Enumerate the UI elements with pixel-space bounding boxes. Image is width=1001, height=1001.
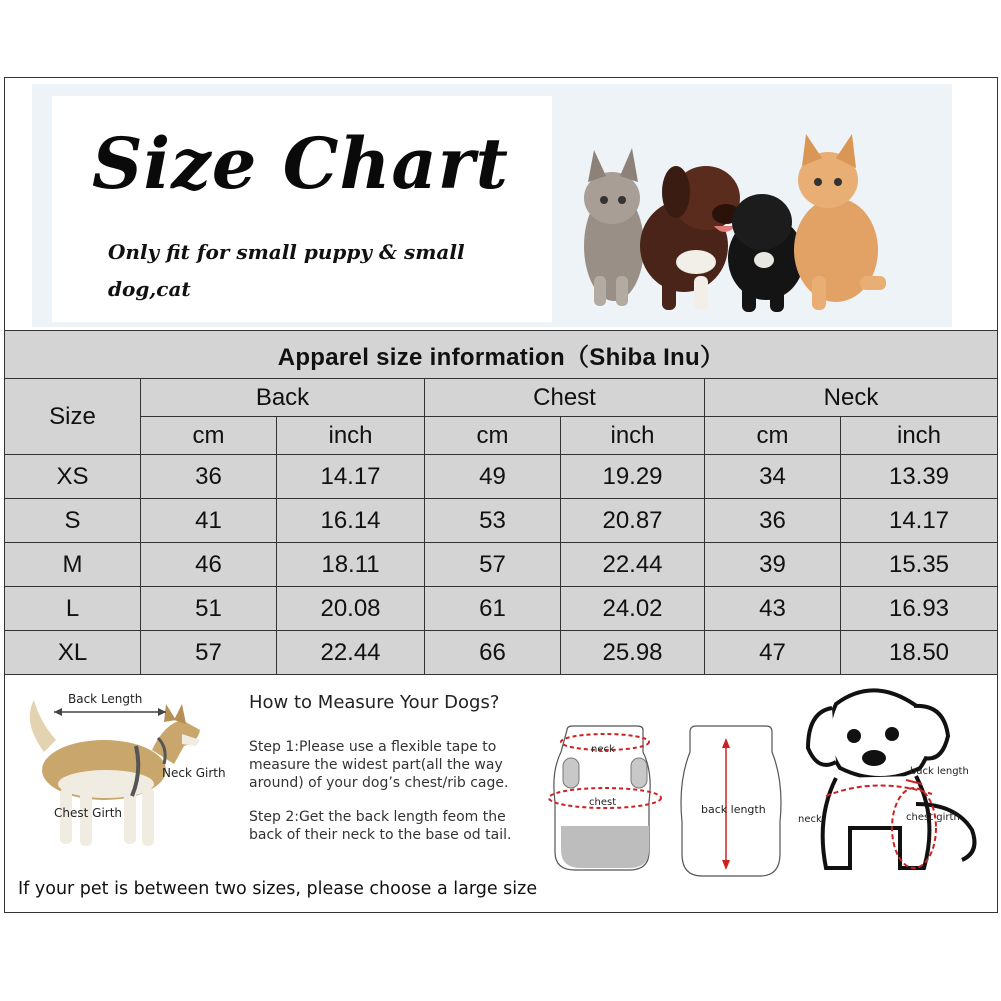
value-cell: 22.44 xyxy=(561,543,705,587)
value-cell: 39 xyxy=(705,543,841,587)
table-row xyxy=(5,543,998,587)
garment-back-diagram xyxy=(676,720,786,884)
value-cell: 15.35 xyxy=(841,543,998,587)
value-cell: 34 xyxy=(705,455,841,499)
sketch-neck-label: neck xyxy=(798,814,822,825)
sketch-chest-girth-label: chest girth xyxy=(906,812,960,823)
value-cell: 57 xyxy=(425,543,561,587)
value-cell: 36 xyxy=(141,455,277,499)
cartoon-dog-sketch xyxy=(796,684,988,896)
unit-header: inch xyxy=(561,417,705,455)
neck-girth-label: Neck Girth xyxy=(162,766,226,780)
black-puppy-image xyxy=(728,194,804,312)
grey-kitten-image xyxy=(584,148,644,306)
chart-title: Size Chart xyxy=(92,122,509,205)
sketch-back-length-label: back length xyxy=(910,766,969,777)
chest-girth-label: Chest Girth xyxy=(54,806,123,820)
size-advice-note: If your pet is between two sizes, please choose a large size xyxy=(18,879,538,899)
unit-header: cm xyxy=(705,417,841,455)
value-cell: 66 xyxy=(425,631,561,675)
value-cell: 57 xyxy=(141,631,277,675)
value-cell: 61 xyxy=(425,587,561,631)
value-cell: 41 xyxy=(141,499,277,543)
value-cell: 16.93 xyxy=(841,587,998,631)
size-cell: L xyxy=(5,587,141,631)
unit-header: cm xyxy=(425,417,561,455)
value-cell: 19.29 xyxy=(561,455,705,499)
value-cell: 20.87 xyxy=(561,499,705,543)
brown-puppy-image xyxy=(640,166,740,310)
size-cell: S xyxy=(5,499,141,543)
table-row xyxy=(5,499,998,543)
garment-back-length-label: back length xyxy=(701,803,766,816)
step-1-text: Step 1:Please use a flexible tape to measure the widest part(all the way around) of your dog’s chest/rib cage. xyxy=(249,739,509,791)
value-cell: 43 xyxy=(705,587,841,631)
value-cell: 18.50 xyxy=(841,631,998,675)
table-row xyxy=(5,587,998,631)
value-cell: 49 xyxy=(425,455,561,499)
value-cell: 47 xyxy=(705,631,841,675)
size-table xyxy=(4,330,998,675)
size-cell: M xyxy=(5,543,141,587)
group-header-chest: Chest xyxy=(425,379,705,417)
value-cell: 14.17 xyxy=(277,455,425,499)
orange-kitten-image xyxy=(794,134,886,310)
size-cell: XS xyxy=(5,455,141,499)
value-cell: 22.44 xyxy=(277,631,425,675)
table-row xyxy=(5,631,998,675)
group-header-neck: Neck xyxy=(705,379,998,417)
table-row xyxy=(5,455,998,499)
how-to-measure-title: How to Measure Your Dogs? xyxy=(249,692,500,713)
size-cell: XL xyxy=(5,631,141,675)
value-cell: 16.14 xyxy=(277,499,425,543)
pets-photo xyxy=(566,126,902,316)
value-cell: 25.98 xyxy=(561,631,705,675)
chart-subtitle: Only fit for small puppy & small dog,cat xyxy=(108,240,465,301)
back-length-label: Back Length xyxy=(68,692,143,706)
unit-header: cm xyxy=(141,417,277,455)
group-header-back: Back xyxy=(141,379,425,417)
garment-chest-label: chest xyxy=(589,797,617,808)
garment-neck-label: neck xyxy=(591,744,615,755)
value-cell: 18.11 xyxy=(277,543,425,587)
value-cell: 36 xyxy=(705,499,841,543)
value-cell: 24.02 xyxy=(561,587,705,631)
value-cell: 51 xyxy=(141,587,277,631)
value-cell: 20.08 xyxy=(277,587,425,631)
value-cell: 53 xyxy=(425,499,561,543)
unit-header: inch xyxy=(277,417,425,455)
unit-header: inch xyxy=(841,417,998,455)
value-cell: 13.39 xyxy=(841,455,998,499)
size-header: Size xyxy=(5,379,141,455)
value-cell: 46 xyxy=(141,543,277,587)
value-cell: 14.17 xyxy=(841,499,998,543)
step-2-text: Step 2:Get the back length feom the back of their neck to the base od tail. xyxy=(249,809,512,843)
table-caption: Apparel size information（Shiba Inu） xyxy=(5,331,998,379)
